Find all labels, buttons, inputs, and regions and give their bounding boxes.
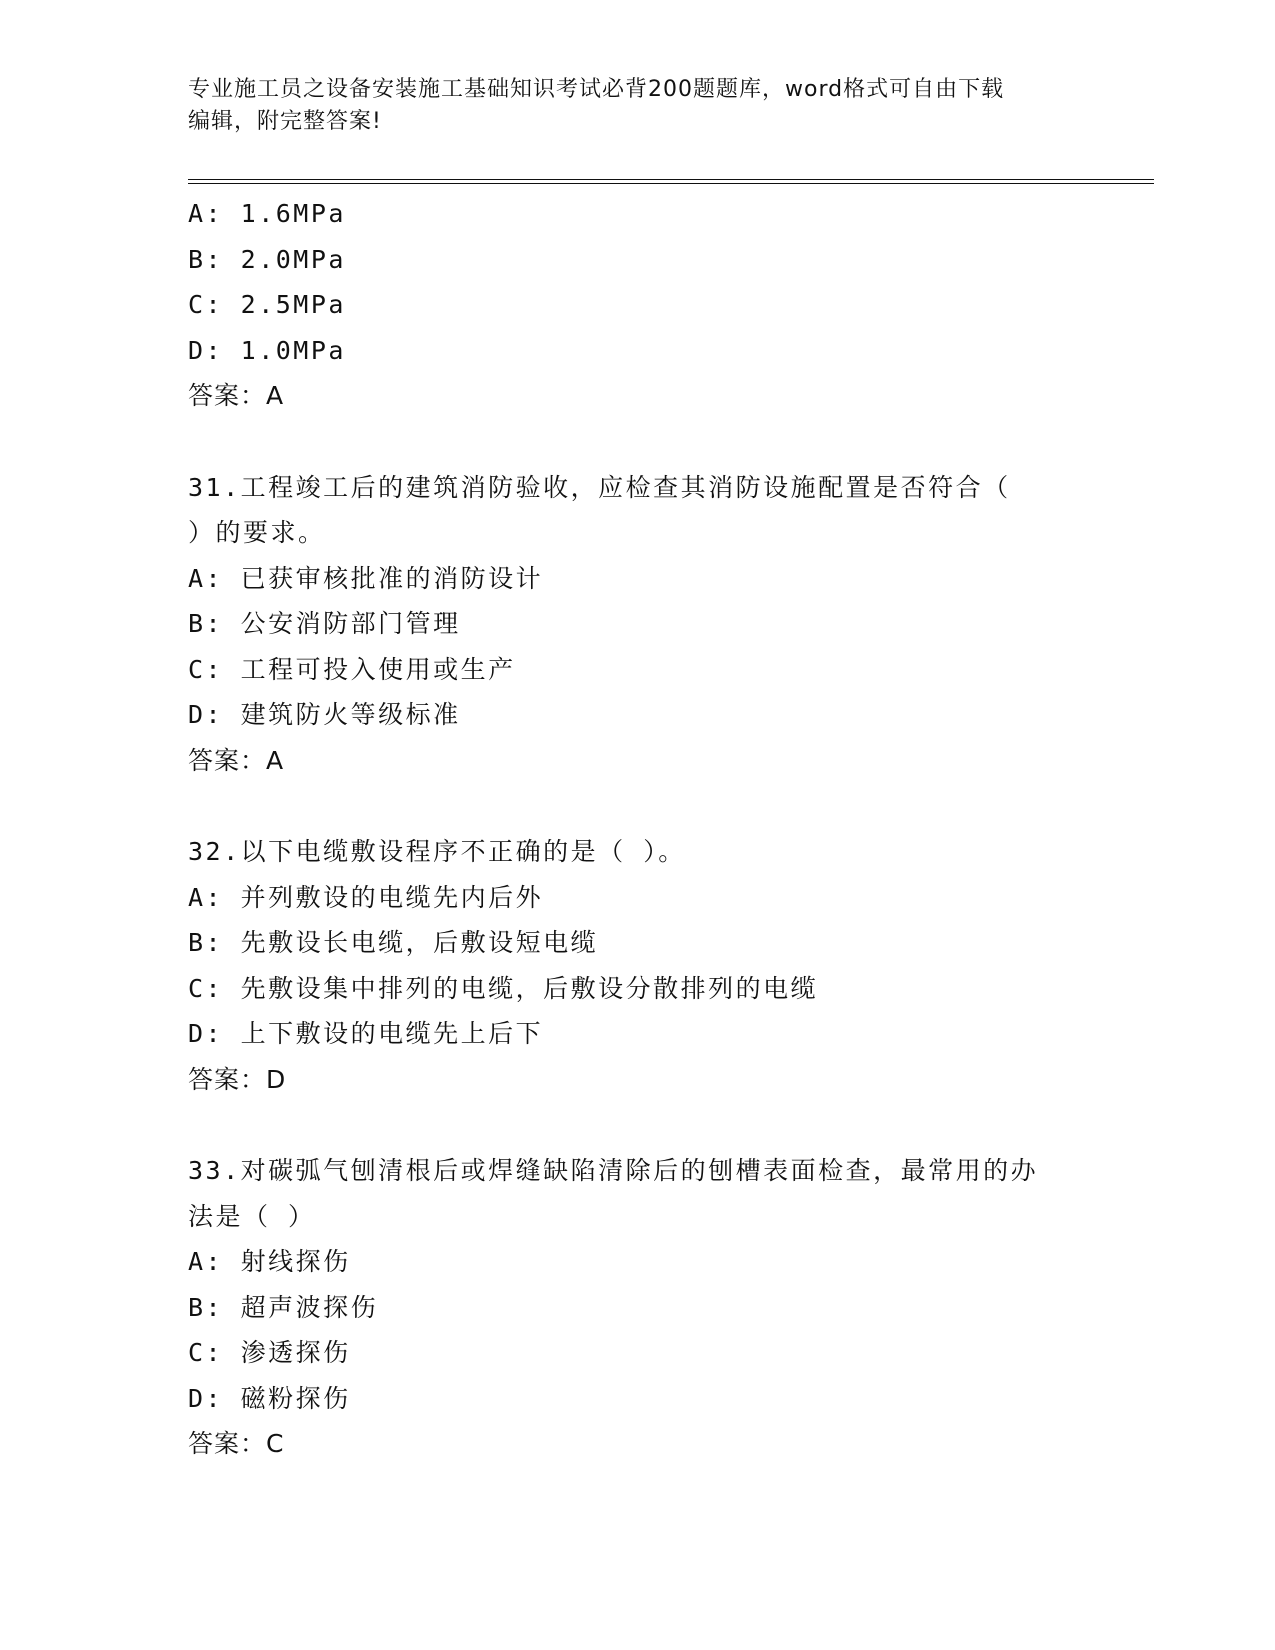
- option-c: C: 先敷设集中排列的电缆，后敷设分散排列的电缆: [188, 973, 819, 1003]
- question-30-tail: [188, 191, 1088, 419]
- header-rule-top: [188, 179, 1154, 180]
- option-a: A: 射线探伤: [188, 1247, 351, 1276]
- option-d: D: 上下敷设的电缆先上后下: [188, 1019, 544, 1048]
- option-b: B: 先敷设长电缆，后敷设短电缆: [188, 928, 599, 957]
- question-32: [188, 829, 1088, 1102]
- question-text-line: 32.以下电缆敷设程序不正确的是（ ）。: [188, 837, 686, 866]
- option-c: C: 渗透探伤: [188, 1338, 351, 1367]
- answer: 答案：A: [188, 745, 285, 775]
- question-text-line: 33.对碳弧气刨清根后或焊缝缺陷清除后的刨槽表面检查，最常用的办: [188, 1156, 1039, 1185]
- question-text-line: ）的要求。: [188, 518, 326, 547]
- header-title-line-1: 专业施工员之设备安装施工基础知识考试必背200题题库，word格式可自由下载: [188, 77, 1005, 102]
- question-text-line: 31.工程竣工后的建筑消防验收，应检查其消防设施配置是否符合（: [188, 472, 1011, 502]
- option-c: C: 2.5MPa: [188, 290, 346, 319]
- header-title-line-2: 编辑，附完整答案!: [188, 109, 382, 134]
- option-d: D: 建筑防火等级标准: [188, 700, 461, 729]
- option-d: D: 磁粉探伤: [188, 1383, 351, 1413]
- header-rule-bottom: [188, 183, 1154, 184]
- option-d: D: 1.0MPa: [188, 335, 346, 365]
- option-c: C: 工程可投入使用或生产: [188, 654, 516, 684]
- question-list: [188, 191, 1088, 1467]
- option-a: A: 并列敷设的电缆先内后外: [188, 882, 544, 912]
- answer: 答案：A: [188, 381, 285, 410]
- option-b: B: 2.0MPa: [188, 244, 346, 274]
- question-31: [188, 465, 1088, 784]
- question-text-line: 法是（ ）: [188, 1201, 316, 1231]
- option-b: B: 超声波探伤: [188, 1292, 379, 1322]
- option-b: B: 公安消防部门管理: [188, 609, 461, 638]
- answer: 答案：C: [188, 1429, 285, 1458]
- option-a: A: 已获审核批准的消防设计: [188, 563, 544, 593]
- option-a: A: 1.6MPa: [188, 199, 346, 228]
- document-header: [188, 74, 1088, 138]
- answer: 答案：D: [188, 1064, 287, 1094]
- question-33: [188, 1148, 1088, 1467]
